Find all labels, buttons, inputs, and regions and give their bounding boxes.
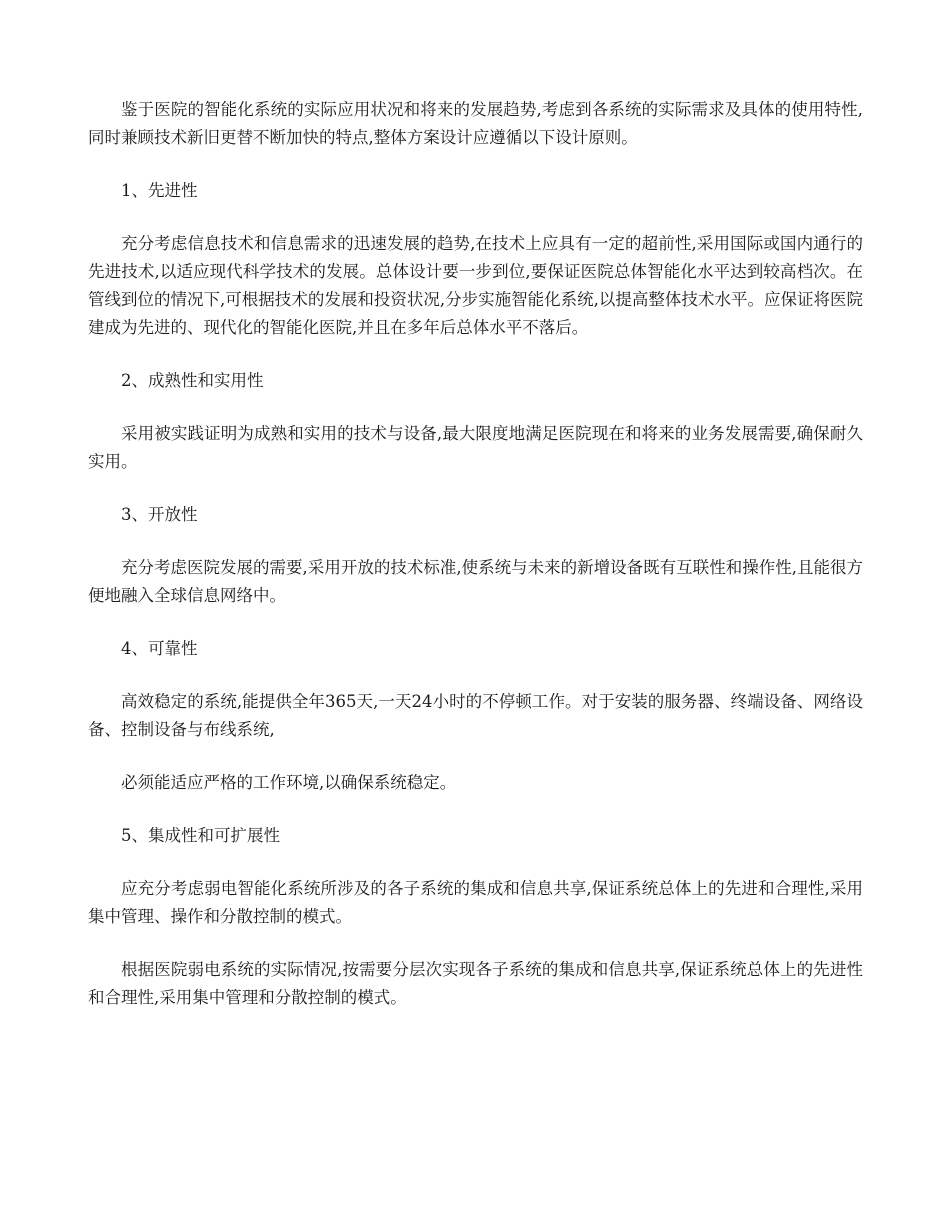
document-page <box>88 96 863 1037</box>
section-4-paragraph: 高效稳定的系统,能提供全年365天,一天24小时的不停顿工作。对于安装的服务器、终端设备、网络设备、控制设备与布线系统, <box>88 692 863 739</box>
section-3-heading: 3、开放性 <box>121 505 198 524</box>
section-3-paragraph: 充分考虑医院发展的需要,采用开放的技术标准,使系统与未来的新增设备既有互联性和操作性,且能很方便地融入全球信息网络中。 <box>88 558 863 605</box>
section-4-heading: 4、可靠性 <box>121 639 198 658</box>
section-2-heading: 2、成熟性和实用性 <box>121 371 264 390</box>
section-4-paragraph-2: 必须能适应严格的工作环境,以确保系统稳定。 <box>121 773 457 792</box>
section-5-paragraph: 应充分考虑弱电智能化系统所涉及的各子系统的集成和信息共享,保证系统总体上的先进和合理性,采用集中管理、操作和分散控制的模式。 <box>88 879 863 926</box>
section-2-paragraph: 采用被实践证明为成熟和实用的技术与设备,最大限度地满足医院现在和将来的业务发展需要,确保耐久实用。 <box>88 424 863 471</box>
intro-paragraph: 鉴于医院的智能化系统的实际应用状况和将来的发展趋势,考虑到各系统的实际需求及具体的使用特性,同时兼顾技术新旧更替不断加快的特点,整体方案设计应遵循以下设计原则。 <box>88 100 863 147</box>
section-1-heading: 1、先进性 <box>121 181 198 200</box>
section-5-heading: 5、集成性和可扩展性 <box>121 826 280 845</box>
section-1-paragraph: 充分考虑信息技术和信息需求的迅速发展的趋势,在技术上应具有一定的超前性,采用国际或国内通行的先进技术,以适应现代科学技术的发展。总体设计要一步到位,要保证医院总体智能化水平达到较高档次。在管线到位的情况下,可根据技术的发展和投资状况,分步实施智能化系统,以提高整体技术水平。应保证将医院建成为先进的、现代化的智能化医院,并且在多年后总体水平不落后。 <box>88 234 863 337</box>
section-5-paragraph-2: 根据医院弱电系统的实际情况,按需要分层次实现各子系统的集成和信息共享,保证系统总体上的先进性和合理性,采用集中管理和分散控制的模式。 <box>88 960 863 1007</box>
